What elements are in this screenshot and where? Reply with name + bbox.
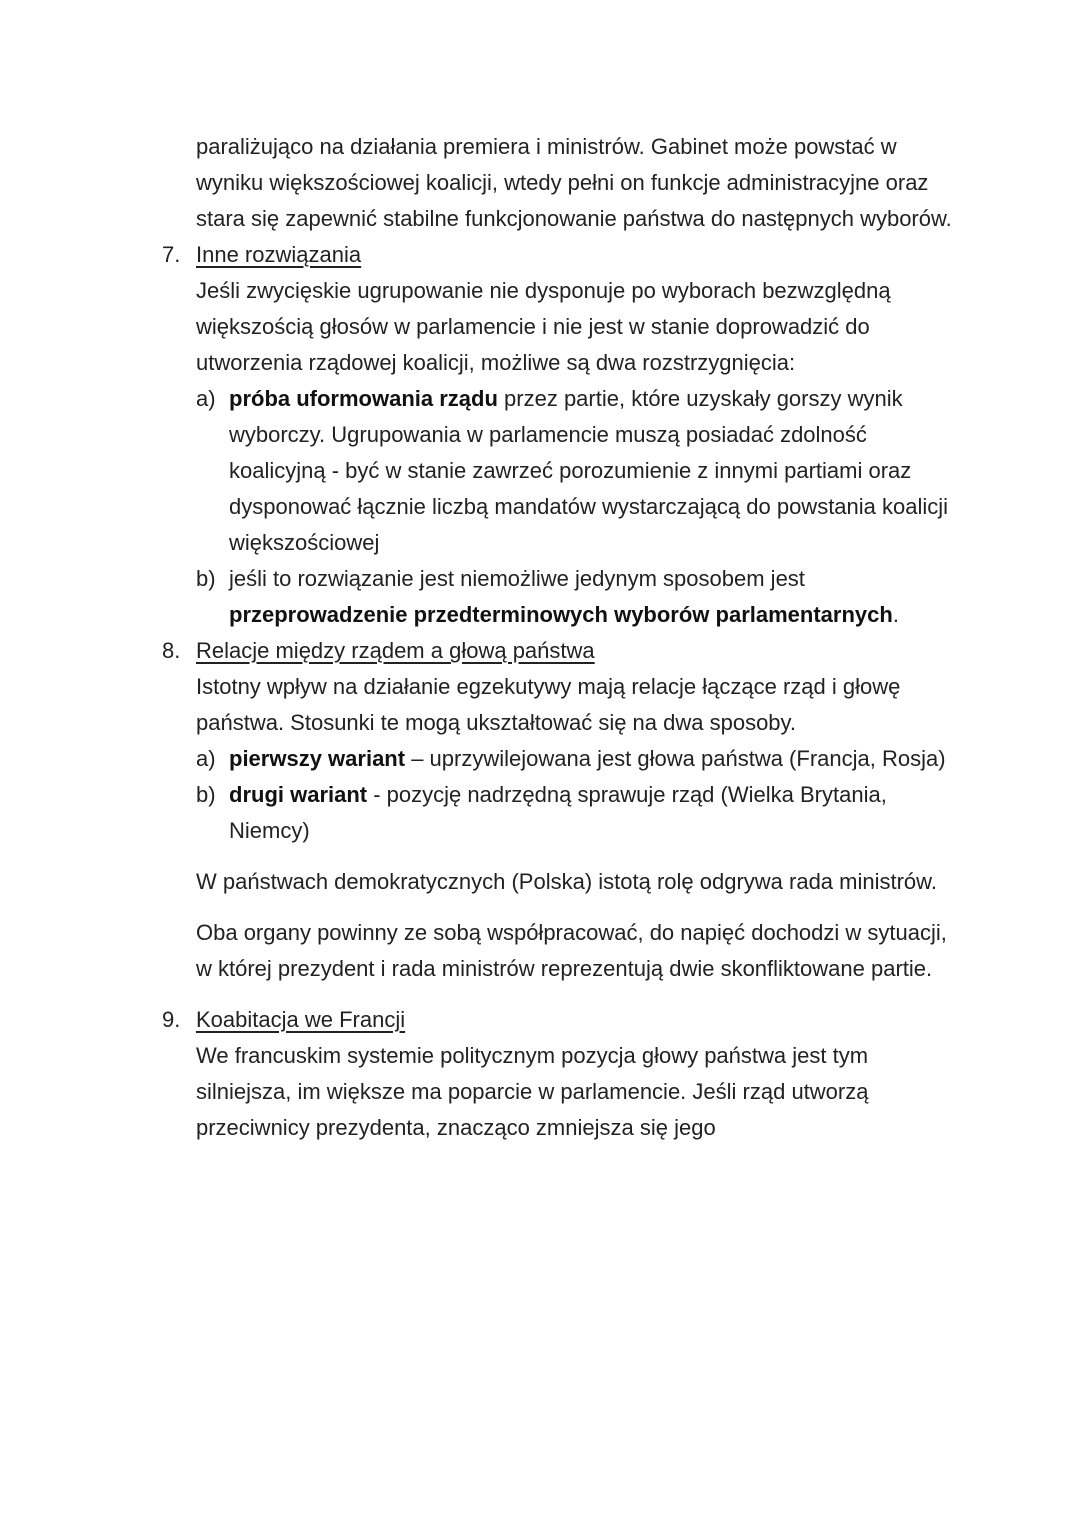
spacer [196, 987, 956, 1002]
section-number: 8. [162, 638, 181, 663]
document-content [162, 129, 956, 1146]
intro-paragraph: paraliżująco na działania premiera i ministrów. Gabinet może powstać w wyniku większościowej koalicji, wtedy pełni on funkcje administracyjne oraz stara się zapewnić stabilne funkcjonowanie państwa do następnych wyborów. [196, 134, 952, 231]
bold-term: przeprowadzenie przedterminowych wyborów parlamentarnych [229, 602, 893, 627]
list-text: jeśli to rozwiązanie jest niemożliwe jedynym sposobem jest [229, 566, 805, 591]
section-number: 9. [162, 1007, 181, 1032]
section-9 [162, 1002, 956, 1146]
list-item [196, 777, 956, 849]
section-8 [162, 633, 956, 1002]
paragraph: Oba organy powinny ze sobą współpracować, do napięć dochodzi w sytuacji, w której prezydent i rada ministrów reprezentują dwie skonfliktowane partie. [196, 920, 947, 981]
section-body: Istotny wpływ na działanie egzekutywy mają relacje łączące rząd i głowę państwa. Stosunki te mogą ukształtować się na dwa sposoby. [196, 674, 901, 735]
section-body: We francuskim systemie politycznym pozycja głowy państwa jest tym silniejsza, im większe ma poparcie w parlamencie. Jeśli rząd utworzą przeciwnicy prezydenta, znacząco zmniejsza się jego [196, 1043, 869, 1140]
section-heading: Koabitacja we Francji [196, 1007, 406, 1032]
section-7 [162, 237, 956, 633]
list-letter: b) [196, 566, 216, 591]
section-heading: Inne rozwiązania [196, 242, 362, 267]
list-text-end: . [892, 602, 899, 627]
section-body: Jeśli zwycięskie ugrupowanie nie dysponuje po wyborach bezwzględną większością głosów w parlamencie i nie jest w stanie doprowadzić do utworzenia rządowej koalicji, możliwe są dwa rozstrzygnięcia: [196, 278, 891, 375]
list-item [196, 561, 956, 633]
list-text: – uprzywilejowana jest głowa państwa (Francja, Rosja) [405, 746, 946, 771]
spacer [196, 900, 956, 915]
list-letter: b) [196, 782, 216, 807]
list-letter: a) [196, 746, 216, 771]
section-number: 7. [162, 242, 181, 267]
spacer [196, 849, 956, 864]
list-text: przez partie, które uzyskały gorszy wynik wyborczy. Ugrupowania w parlamencie muszą posiadać zdolność koalicyjną - być w stanie zawrzeć porozumienie z innymi partiami oraz dysponować łącznie liczbą mandatów wystarczającą do powstania koalicji większościowej [229, 386, 949, 555]
bold-term: próba uformowania rządu [229, 386, 498, 411]
bold-term: pierwszy wariant [229, 746, 406, 771]
list-text: - pozycję nadrzędną sprawuje rząd (Wielka Brytania, Niemcy) [229, 782, 887, 843]
bold-term: drugi wariant [229, 782, 368, 807]
section-heading: Relacje między rządem a głową państwa [196, 638, 595, 663]
paragraph: W państwach demokratycznych (Polska) istotą rolę odgrywa rada ministrów. [196, 869, 937, 894]
list-item [196, 741, 956, 777]
list-item [196, 381, 956, 561]
list-letter: a) [196, 386, 216, 411]
